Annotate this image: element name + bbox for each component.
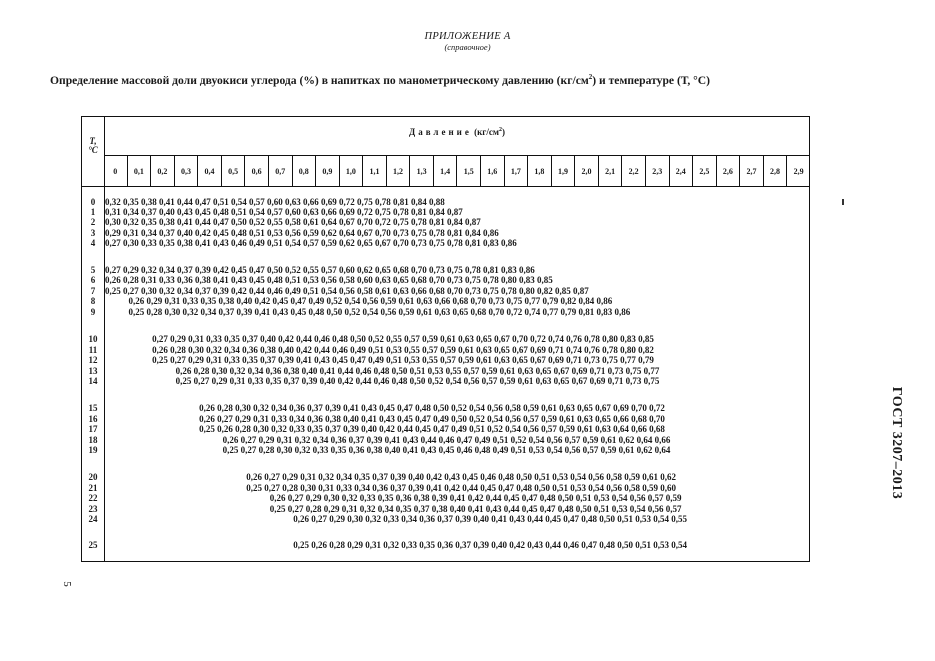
temperature-cell: 13 <box>88 366 98 376</box>
co2-values: 0,25 0,26 0,28 0,29 0,31 0,32 0,33 0,35 0,36 0,37 0,39 0,40 0,42 0,43 0,44 0,46 0,47 0,48 0,50 0,51 0,53 0,54 <box>293 540 688 550</box>
pressure-column-header: 1,5 <box>457 156 481 186</box>
temperature-cell: 21 <box>88 483 98 493</box>
pressure-column-header: 2,5 <box>693 156 717 186</box>
pressure-column-header: 2,0 <box>575 156 599 186</box>
table-row <box>82 403 665 414</box>
title-tail: ) и температуре (Т, °С) <box>592 73 711 87</box>
pressure-column-header: 1,6 <box>481 156 505 186</box>
temperature-cell: 22 <box>88 493 98 503</box>
temperature-cell: 20 <box>88 472 98 482</box>
title-main: Определение массовой доли двуокиси углерода (%) в напитках по манометрическому давлению (кг/см <box>50 73 589 87</box>
standard-label <box>882 378 910 508</box>
table-row <box>82 445 670 456</box>
pressure-column-header: 1,2 <box>387 156 411 186</box>
temperature-cell: 10 <box>88 334 98 344</box>
temperature-header <box>82 137 104 155</box>
pressure-unit: (кг/см <box>474 127 499 137</box>
pressure-column-header: 0,3 <box>175 156 199 186</box>
pressure-column-header: 2,3 <box>646 156 670 186</box>
pressure-column-header: 2,4 <box>670 156 694 186</box>
temperature-cell: 19 <box>88 445 98 455</box>
co2-values: 0,29 0,31 0,34 0,37 0,40 0,42 0,45 0,48 0,51 0,53 0,56 0,59 0,62 0,64 0,67 0,70 0,73 0,75 0,78 0,81 0,84 0,86 <box>105 228 499 238</box>
table-row <box>82 424 665 435</box>
co2-values: 0,25 0,27 0,30 0,32 0,34 0,37 0,39 0,42 0,44 0,46 0,49 0,51 0,54 0,56 0,58 0,61 0,63 0,66 0,68 0,70 0,73 0,75 0,78 0,80 0,82 0,85 0,87 <box>105 286 589 296</box>
table-row <box>82 217 481 228</box>
pressure-column-header: 0,1 <box>128 156 152 186</box>
scan-mark <box>842 199 844 205</box>
temperature-cell: 8 <box>90 296 96 306</box>
co2-values: 0,32 0,35 0,38 0,41 0,44 0,47 0,51 0,54 0,57 0,60 0,63 0,66 0,69 0,72 0,75 0,78 0,81 0,84 0,88 <box>105 197 445 207</box>
table-row <box>82 307 630 318</box>
pressure-label: Давление <box>409 127 472 137</box>
pressure-column-header: 2,6 <box>717 156 741 186</box>
temperature-cell: 1 <box>90 207 96 217</box>
temperature-cell: 15 <box>88 403 98 413</box>
table-row <box>82 355 654 366</box>
co2-values: 0,26 0,27 0,29 0,30 0,32 0,33 0,35 0,36 0,38 0,39 0,41 0,42 0,44 0,45 0,47 0,48 0,50 0,51 0,53 0,54 0,56 0,57 0,59 <box>269 493 682 503</box>
title-sup: 2 <box>588 73 593 81</box>
co2-values: 0,26 0,27 0,29 0,30 0,32 0,33 0,34 0,36 0,37 0,39 0,40 0,41 0,43 0,44 0,45 0,47 0,48 0,50 0,51 0,53 0,54 0,55 <box>293 514 688 524</box>
temperature-cell: 23 <box>88 504 98 514</box>
temperature-symbol: Т, <box>89 136 97 146</box>
pressure-column-header: 2,7 <box>740 156 764 186</box>
temperature-cell: 3 <box>90 228 96 238</box>
co2-values: 0,26 0,28 0,30 0,32 0,34 0,36 0,38 0,40 0,42 0,44 0,46 0,49 0,51 0,53 0,55 0,57 0,59 0,61 0,63 0,65 0,67 0,69 0,71 0,74 0,76 0,78 0,80 0,82 <box>152 345 654 355</box>
temperature-cell: 2 <box>90 217 96 227</box>
pressure-column-header: 0,5 <box>222 156 246 186</box>
pressure-column-header: 1,8 <box>528 156 552 186</box>
pressure-column-headers <box>104 156 810 186</box>
page-number: 5 <box>60 581 73 587</box>
temperature-cell: 9 <box>90 307 96 317</box>
table-row <box>82 472 676 483</box>
temperature-cell: 4 <box>90 238 96 248</box>
pressure-column-header: 1,0 <box>340 156 364 186</box>
co2-values: 0,25 0,27 0,29 0,31 0,33 0,35 0,37 0,39 0,40 0,42 0,44 0,46 0,48 0,50 0,52 0,54 0,56 0,57 0,59 0,61 0,63 0,65 0,67 0,69 0,71 0,73 0,75 <box>175 376 660 386</box>
table-row <box>82 334 654 345</box>
table-row <box>82 238 517 249</box>
temperature-cell: 18 <box>88 435 98 445</box>
pressure-column-header: 2,1 <box>599 156 623 186</box>
document-title <box>50 73 710 87</box>
appendix-heading: ПРИЛОЖЕНИЕ А <box>424 31 511 42</box>
temperature-cell: 5 <box>90 265 96 275</box>
pressure-column-header: 0,4 <box>198 156 222 186</box>
co2-values: 0,26 0,28 0,31 0,33 0,36 0,38 0,41 0,43 0,45 0,48 0,51 0,53 0,56 0,58 0,60 0,63 0,65 0,68 0,70 0,73 0,75 0,78 0,80 0,83 0,85 <box>105 275 553 285</box>
temperature-cell: 7 <box>90 286 96 296</box>
pressure-column-header: 0,6 <box>245 156 269 186</box>
pressure-column-header: 0,7 <box>269 156 293 186</box>
co2-values: 0,26 0,29 0,31 0,33 0,35 0,38 0,40 0,42 0,45 0,47 0,49 0,52 0,54 0,56 0,59 0,61 0,63 0,66 0,68 0,70 0,73 0,75 0,77 0,79 0,82 0,84 0,86 <box>128 296 613 306</box>
pressure-column-header: 0,9 <box>316 156 340 186</box>
co2-values: 0,25 0,28 0,30 0,32 0,34 0,37 0,39 0,41 0,43 0,45 0,48 0,50 0,52 0,54 0,56 0,59 0,61 0,63 0,65 0,68 0,70 0,72 0,74 0,77 0,79 0,81 0,83 0,86 <box>128 307 631 317</box>
co2-values: 0,26 0,28 0,30 0,32 0,34 0,36 0,38 0,40 0,41 0,44 0,46 0,48 0,50 0,51 0,53 0,55 0,57 0,59 0,61 0,63 0,65 0,67 0,69 0,71 0,73 0,75 0,77 <box>175 366 660 376</box>
co2-values: 0,26 0,28 0,30 0,32 0,34 0,36 0,37 0,39 0,41 0,43 0,45 0,47 0,48 0,50 0,52 0,54 0,56 0,58 0,59 0,61 0,63 0,65 0,67 0,69 0,70 0,72 <box>199 403 665 413</box>
co2-values: 0,25 0,27 0,28 0,30 0,31 0,33 0,34 0,36 0,37 0,39 0,41 0,42 0,44 0,45 0,47 0,48 0,50 0,51 0,53 0,54 0,56 0,58 0,59 0,60 <box>246 483 676 493</box>
temperature-cell: 6 <box>90 275 96 285</box>
pressure-column-header: 2,2 <box>622 156 646 186</box>
pressure-column-header: 1,7 <box>505 156 529 186</box>
pressure-column-header: 2,9 <box>793 166 804 176</box>
table-row <box>82 493 681 504</box>
table-body-rule <box>81 186 810 187</box>
co2-values: 0,25 0,27 0,28 0,30 0,32 0,33 0,35 0,36 0,38 0,40 0,41 0,43 0,45 0,46 0,48 0,49 0,51 0,53 0,54 0,56 0,57 0,59 0,61 0,62 0,64 <box>222 445 671 455</box>
pressure-header <box>104 127 810 137</box>
pressure-column-header: 2,8 <box>764 156 788 186</box>
pressure-unit-sup: 2 <box>499 127 502 133</box>
co2-values: 0,26 0,27 0,29 0,31 0,32 0,34 0,36 0,37 0,39 0,41 0,43 0,44 0,46 0,47 0,49 0,51 0,52 0,54 0,56 0,57 0,59 0,61 0,62 0,64 0,66 <box>222 435 671 445</box>
pressure-column-header: 0,8 <box>293 156 317 186</box>
co2-values: 0,27 0,29 0,31 0,33 0,35 0,37 0,40 0,42 0,44 0,46 0,48 0,50 0,52 0,55 0,57 0,59 0,61 0,63 0,65 0,67 0,70 0,72 0,74 0,76 0,78 0,80 0,83 0,85 <box>152 334 654 344</box>
pressure-column-header: 1,3 <box>410 156 434 186</box>
temperature-unit: °С <box>88 145 98 155</box>
pressure-column-header: 0,2 <box>151 156 175 186</box>
co2-values: 0,30 0,32 0,35 0,38 0,41 0,44 0,47 0,50 0,52 0,55 0,58 0,61 0,64 0,67 0,70 0,72 0,75 0,78 0,81 0,84 0,87 <box>105 217 481 227</box>
temperature-cell: 12 <box>88 355 98 365</box>
table-row <box>82 296 612 307</box>
pressure-column-header: 1,1 <box>363 156 387 186</box>
temperature-cell: 17 <box>88 424 98 434</box>
temperature-cell: 16 <box>88 414 98 424</box>
pressure-unit-close: ) <box>502 127 505 137</box>
table-row <box>82 275 553 286</box>
temperature-cell: 25 <box>88 540 98 550</box>
pressure-column-header: 0 <box>104 156 128 186</box>
standard-label-text: ГОСТ 3207–2013 <box>889 386 904 500</box>
co2-values: 0,31 0,34 0,37 0,40 0,43 0,45 0,48 0,51 0,54 0,57 0,60 0,63 0,66 0,69 0,72 0,75 0,78 0,81 0,84 0,87 <box>105 207 463 217</box>
co2-values: 0,26 0,27 0,29 0,31 0,32 0,34 0,35 0,37 0,39 0,40 0,42 0,43 0,45 0,46 0,48 0,50 0,51 0,53 0,54 0,56 0,58 0,59 0,61 0,62 <box>246 472 676 482</box>
pressure-column-header: 1,9 <box>552 156 576 186</box>
appendix-note: (справочное) <box>444 42 491 52</box>
temperature-cell: 11 <box>88 345 98 355</box>
temperature-cell: 24 <box>88 514 98 524</box>
co2-values: 0,25 0,27 0,29 0,31 0,33 0,35 0,37 0,39 0,41 0,43 0,45 0,47 0,49 0,51 0,53 0,55 0,57 0,59 0,61 0,63 0,65 0,67 0,69 0,71 0,73 0,75 0,77 0,79 <box>152 355 654 365</box>
temperature-cell: 0 <box>90 197 96 207</box>
co2-values: 0,25 0,26 0,28 0,30 0,32 0,33 0,35 0,37 0,39 0,40 0,42 0,44 0,45 0,47 0,49 0,51 0,52 0,54 0,56 0,57 0,59 0,61 0,63 0,64 0,66 0,68 <box>199 424 665 434</box>
co2-values: 0,25 0,27 0,28 0,29 0,31 0,32 0,34 0,35 0,37 0,38 0,40 0,41 0,43 0,44 0,45 0,47 0,48 0,50 0,51 0,53 0,54 0,56 0,57 <box>269 504 682 514</box>
table-row <box>82 514 687 525</box>
table-row <box>82 376 659 387</box>
co2-values: 0,27 0,30 0,33 0,35 0,38 0,41 0,43 0,46 0,49 0,51 0,54 0,57 0,59 0,62 0,65 0,67 0,70 0,73 0,75 0,78 0,81 0,83 0,86 <box>105 238 517 248</box>
co2-values: 0,26 0,27 0,29 0,31 0,33 0,34 0,36 0,38 0,40 0,41 0,43 0,45 0,47 0,49 0,50 0,52 0,54 0,56 0,57 0,59 0,61 0,63 0,65 0,66 0,68 0,70 <box>199 414 665 424</box>
table-row <box>82 540 687 551</box>
co2-values: 0,27 0,29 0,32 0,34 0,37 0,39 0,42 0,45 0,47 0,50 0,52 0,55 0,57 0,60 0,62 0,65 0,68 0,70 0,73 0,75 0,78 0,81 0,83 0,86 <box>105 265 535 275</box>
temperature-cell: 14 <box>88 376 98 386</box>
pressure-column-header: 1,4 <box>434 156 458 186</box>
